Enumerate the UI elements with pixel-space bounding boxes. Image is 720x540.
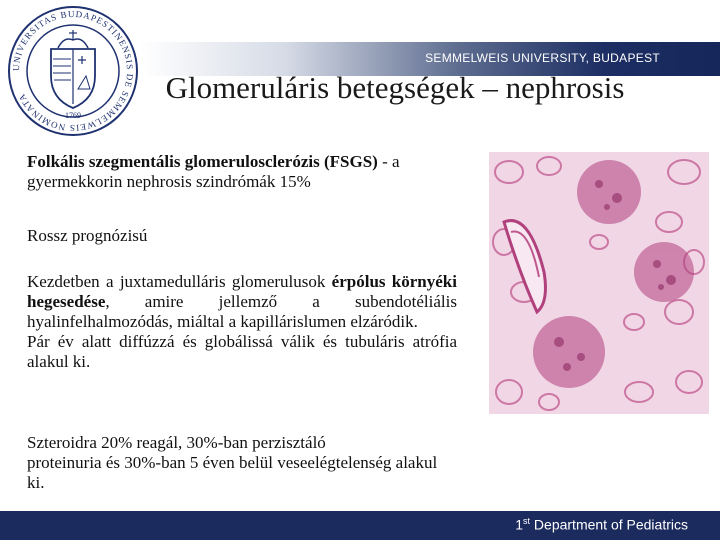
progression-text: Pár év alatt diffúzzá és globálissá válik és tubuláris atrófia alakul ki. <box>27 332 457 371</box>
histology-image <box>489 152 709 414</box>
paragraph-outcome: proteinuria és 30%-ban 5 éven belül veseelégtelenség alakul ki. <box>27 453 438 492</box>
paragraph-pathology: Kezdetben a juxtamedulláris glomerulusok érpólus környéki hegesedése, amire jellemző a subendotéliális hyalinfelhalmozódás, miáltal a kapillárislumen elzáródik. Pár év alatt diffúzzá és globálissá válik és tubuláris atrófia alakul ki. <box>27 272 457 371</box>
highlight-hilar-scarring: érpólus környéki hegesedése <box>27 272 457 311</box>
fsgs-heading: Folkális szegmentális glomerulosclerózis (FSGS) <box>27 152 378 171</box>
seal-text: UNIVERSITAS BUDAPESTINENSIS DE SEMMELWEIS NOMINATA <box>10 8 136 134</box>
paragraph-prognosis: Rossz prognózisú <box>27 226 148 245</box>
seal-year: 1769 <box>65 111 81 120</box>
university-name: SEMMELWEIS UNIVERSITY, BUDAPEST <box>425 51 660 65</box>
paragraph-steroid-response: Szteroidra 20% reagál, 30%-ban perzisztáló <box>27 433 326 452</box>
slide-title: Glomeruláris betegségek – nephrosis <box>165 70 625 105</box>
paragraph-fsgs <box>27 152 457 192</box>
fsgs-detail: - a gyermekkorin nephrosis szindrómák 15% <box>27 152 400 191</box>
department-label: 1st Department of Pediatrics <box>515 516 688 533</box>
university-seal <box>6 4 140 138</box>
